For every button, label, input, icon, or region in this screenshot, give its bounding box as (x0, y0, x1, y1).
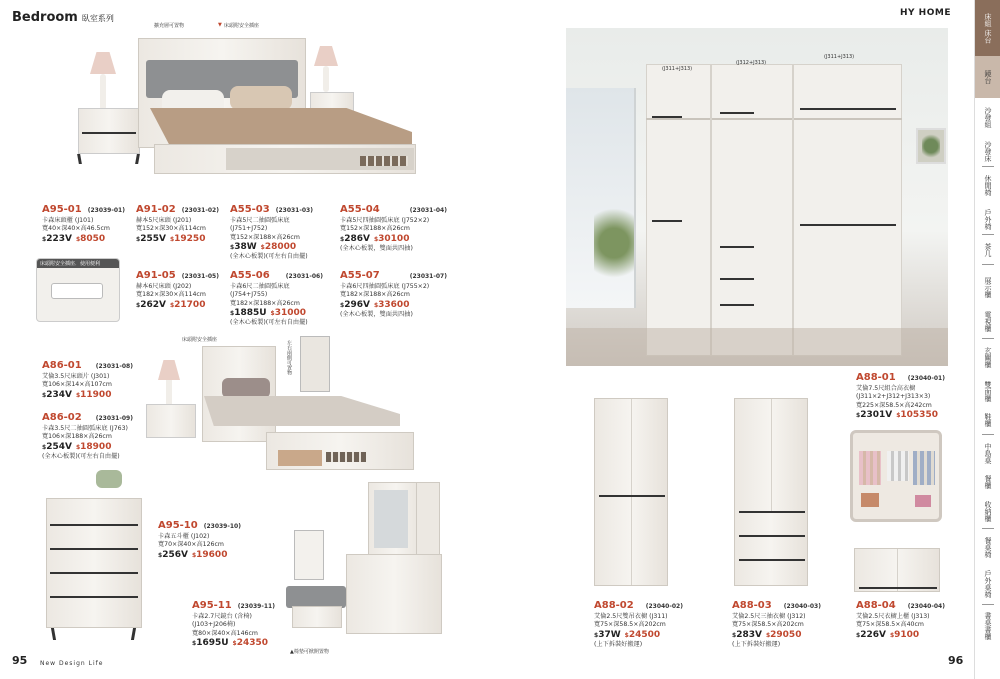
tab-desk-bookcase[interactable]: 書桌書櫃 (984, 612, 992, 640)
wardrobe-label-3: (J311+J313) (824, 54, 855, 60)
product-A95-01: A95-01 (23039-01) 卡森床頭櫃 (J101) 寬40×深40×高46.5cm $223V $8050 (42, 204, 125, 244)
single-outlet-note: 床頭附安全插座 (182, 337, 218, 343)
wardrobe-label-2: (J312+J313) (736, 60, 767, 66)
product-A88-04: A88-04 (23040-04) 艾倫2.5尺衣櫥上櫃 (J313) 寬75×深58.5×高40cm $226V $9100 (856, 600, 945, 640)
tab-outdoor-chair[interactable]: 戶外椅 (984, 208, 992, 230)
footer-tagline: New Design Life (40, 660, 104, 667)
wardrobe-interior-image (850, 430, 942, 522)
category-sidebar (974, 0, 1000, 679)
tab-coffee-table[interactable]: 茶几 (984, 243, 992, 257)
tab-bedroom-set[interactable]: 床組 床台 (975, 0, 1000, 56)
tab-tv-cabinet[interactable]: 電視櫃 (984, 310, 992, 332)
wardrobe-A88-02-image (594, 398, 668, 586)
chest-image (40, 482, 150, 642)
product-A55-07: A55-07 (23031-07) 卡森6尺四抽圓弧床底 (J755×2) 寬182×深188×高26cm $296V $33600 (全木心板製，雙面共四抽) (340, 270, 447, 318)
tab-sofa-set[interactable]: 沙發組 (984, 106, 992, 128)
tab-leisure-chair[interactable]: 休閒椅 (984, 174, 992, 196)
product-A95-11: A95-11 (23039-11) 卡森2.7尺鏡台 (含椅) (J103+J206椅) 寬80×深40×高146cm $1695U $24350 (192, 600, 275, 648)
product-A88-03: A88-03 (23040-03) 艾倫2.5尺三抽衣櫥 (J312) 寬75×深58.5×高202cm $283V $29050 (上下拆裝好搬運) (732, 600, 821, 648)
title-subtitle: 臥室系列 (81, 14, 114, 23)
product-A55-03: A55-03 (23031-03) 卡森5尺二抽圓弧床底 (J751+J752) 寬152×深188×高26cm $38W $28000 (全木心板製)(可左右自由擺) (230, 204, 313, 260)
tab-display-cabinet[interactable]: 展示櫃 (984, 276, 992, 298)
bed-image: 擴充層可置物 ▼ 床頭附安全插座 (70, 20, 420, 200)
product-A55-04: A55-04 (23031-04) 卡森5尺四抽圓弧床底 (J752×2) 寬152×深188×高26cm $286V $30100 (全木心板製，雙面共四抽) (340, 204, 447, 252)
wardrobe-label-1: (J311+J313) (662, 66, 693, 72)
product-A86-02: A86-02 (23031-09) 卡森3.5尺二抽圓弧床底 (J763) 寬106×深188×高26cm $254V $18900 (全木心板製)(可左右自由擺) (42, 412, 133, 460)
outlet-thumbnail (36, 258, 120, 322)
tab-island-table[interactable]: 中島桌 (984, 442, 992, 464)
right-page-number: 96 (948, 654, 964, 667)
title-text: Bedroom (12, 10, 78, 25)
product-A86-01: A86-01 (23031-08) 艾倫3.5尺床頭片 (J301) 寬106×深14×高107cm $234V $11900 (42, 360, 133, 400)
left-page-number: 95 (12, 654, 28, 667)
tab-outdoor-set[interactable]: 戶外桌椅 (984, 570, 992, 598)
product-A91-05: A91-05 (23031-05) 赫本6尺床頭 (J202) 寬182×深30×高114cm $262V $21700 (136, 270, 219, 310)
vanity-image (280, 480, 450, 650)
product-A88-01: A88-01 (23040-01) 艾倫7.5尺組合高衣櫥 (J311×2+J312+J313×3) 寬225×深58.5×高242cm $2301V $105350 (856, 372, 945, 420)
tab-shoe-cabinet[interactable]: 鞋櫃 (984, 413, 992, 427)
bed-top-note: 擴充層可置物 (154, 23, 185, 29)
product-A91-02: A91-02 (23031-02) 赫本5尺床頭 (J201) 寬152×深30×高114cm $255V $19250 (136, 204, 219, 244)
tab-entry-cabinet[interactable]: 玄關櫃 (984, 346, 992, 368)
wardrobe-A88-03-image (734, 398, 808, 586)
bed-outlet-note: 床頭附安全插座 (224, 23, 260, 29)
single-side-note: 左右兩側可置物 (286, 340, 292, 375)
tab-sideboard[interactable]: 餐櫃 (984, 475, 992, 489)
side-shelf-thumbnail (300, 336, 330, 392)
product-A88-02: A88-02 (23040-02) 艾倫2.5尺雙吊衣櫥 (J311) 寬75×深58.5×高202cm $37W $24500 (上下拆裝好搬運) (594, 600, 683, 648)
single-bed-image (140, 337, 420, 490)
product-A95-10: A95-10 (23039-10) 卡森五斗櫃 (J102) 寬70×深40×高126cm $256V $19600 (158, 520, 241, 560)
product-A55-06: A55-06 (23031-06) 卡森6尺二抽圓弧床底 (J754+J755) 寬182×深188×高26cm $1885U $31000 (全木心板製)(可左右自由擺) (230, 270, 323, 326)
tab-vanity[interactable]: 鏡台 (975, 56, 1000, 98)
outlet-tag-text: 床頭附安全插座．使用便利 (37, 259, 119, 268)
vanity-note: ▲椅墊可掀開置物 (290, 649, 329, 655)
wardrobe-room-image (566, 28, 948, 366)
brand-name: HY HOME (900, 8, 951, 18)
wardrobe-A88-04-image (854, 548, 940, 592)
vanity-thumbnail (294, 530, 324, 580)
tab-dining-set[interactable]: 餐桌椅 (984, 536, 992, 558)
tab-storage-cabinet[interactable]: 收納櫃 (984, 500, 992, 522)
tab-double-cabinet[interactable]: 雙面櫃 (984, 380, 992, 402)
tab-sofa-bed[interactable]: 沙發床 (984, 140, 992, 162)
